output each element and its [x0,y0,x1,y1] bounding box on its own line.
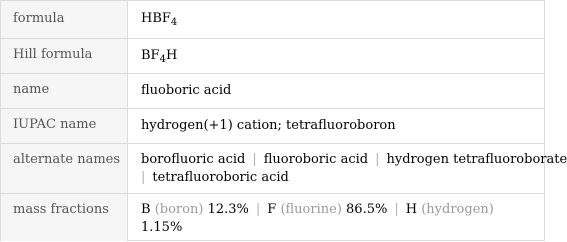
mass-percent: 86.5% [346,202,388,217]
row-iupac-name [1,108,544,143]
row-label: alternate names [1,144,128,193]
formula-value: $HBF_4$ [141,11,178,28]
mass-fractions-value [141,201,536,237]
iupac-name-value: hydrogen(+1) cation; tetrafluoroboron [141,118,396,133]
row-hill-formula [1,38,544,73]
alternate-name: fluoroboric acid [263,152,369,167]
row-alternate-names [1,143,567,193]
hill-formula-value: $BF_4H$ [141,48,178,65]
element-symbol: H [405,202,418,217]
element-symbol: F [267,202,277,217]
mass-percent: 1.15% [141,220,183,235]
row-label: Hill formula [1,39,128,73]
mass-percent: 12.3% [207,202,249,217]
separator: | [252,152,257,167]
element-symbol: B [141,202,151,217]
alternate-name: tetrafluoroboric acid [152,170,289,185]
element-name: (fluorine) [280,202,342,217]
element-name: (boron) [154,202,204,217]
separator: | [141,170,146,185]
separator: | [394,202,399,217]
row-name [1,73,544,108]
row-label: mass fractions [1,194,128,241]
alternate-names-value [141,151,567,187]
row-label: name [1,74,128,108]
separator: | [255,202,261,217]
separator: | [375,152,380,167]
row-mass-fractions [1,193,544,241]
alternate-name: hydrogen tetrafluoroborate [386,152,567,167]
row-label: IUPAC name [1,109,128,143]
row-formula [1,1,544,38]
alternate-name: borofluoric acid [141,152,246,167]
row-label: formula [1,1,128,38]
element-name: (hydrogen) [421,202,494,217]
name-value: fluoboric acid [141,83,232,98]
